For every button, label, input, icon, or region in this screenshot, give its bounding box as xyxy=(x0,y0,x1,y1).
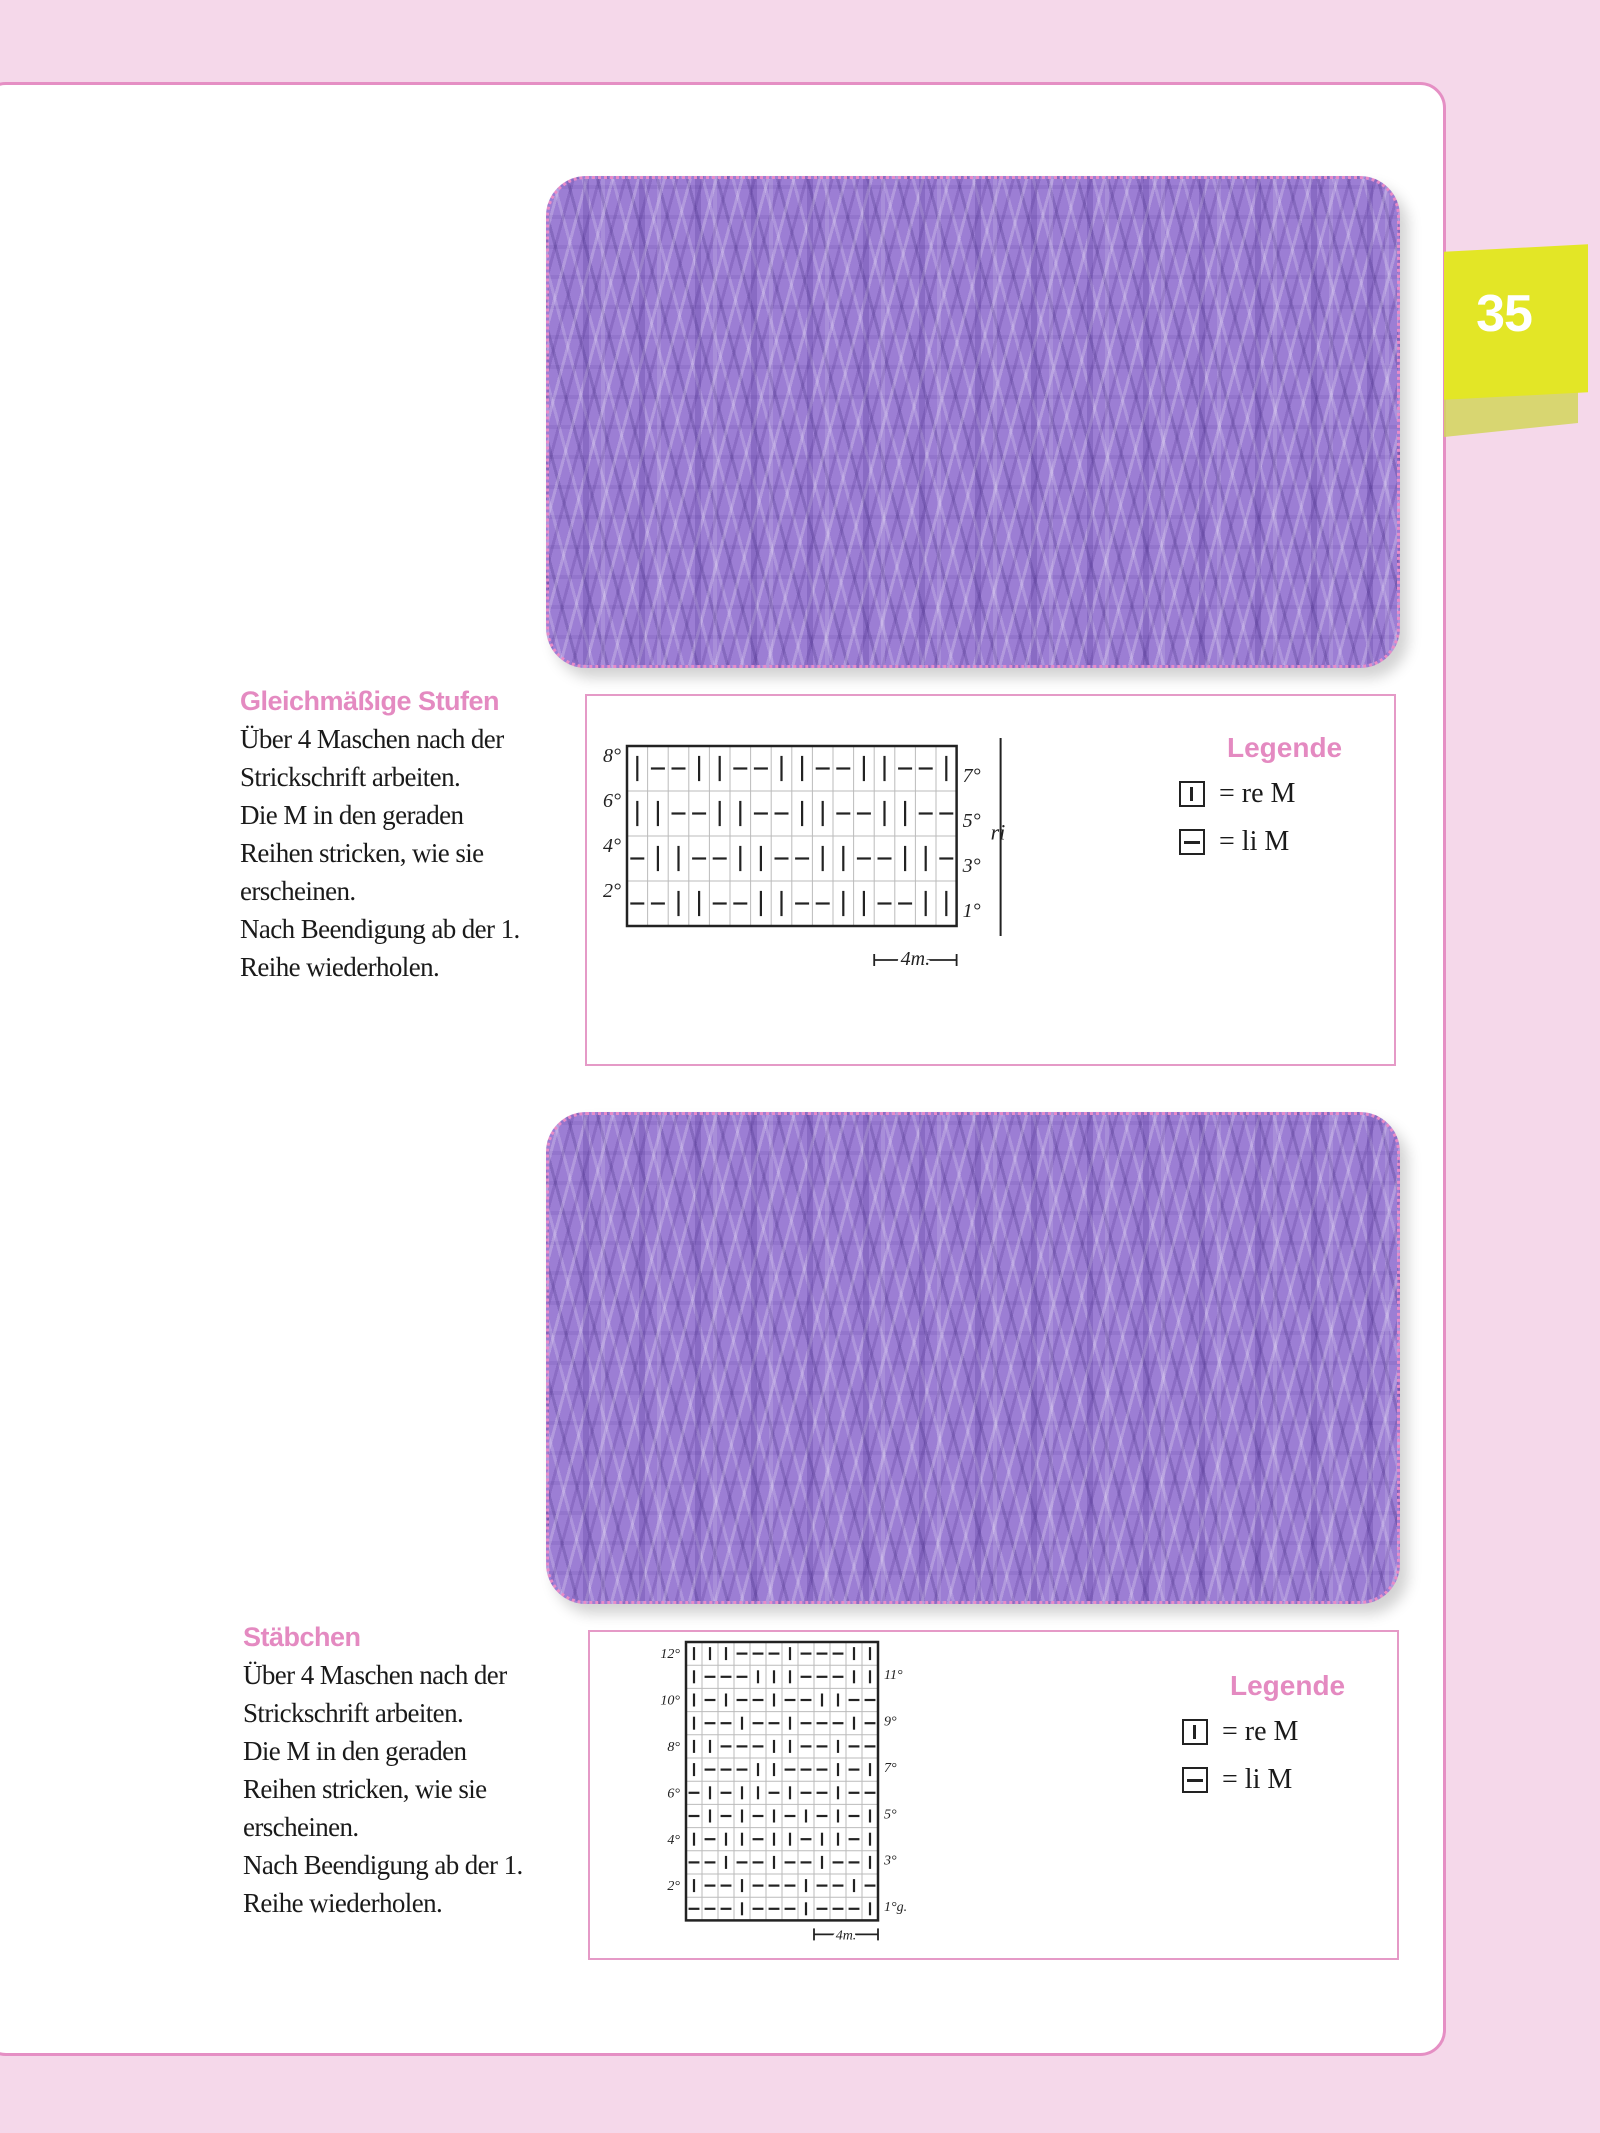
knit-stitch-icon xyxy=(1182,1719,1208,1745)
legend-item-purl xyxy=(1179,826,1289,858)
row-label-odd: 7° xyxy=(884,1760,897,1776)
knit-stitch-icon xyxy=(1179,781,1205,807)
row-label-even: 6° xyxy=(603,789,621,812)
instructions-stufen: Über 4 Maschen nach der Strickschrift arbeiten. Die M in den geraden Reihen stricken, wie sie erscheinen. Nach Beendigung ab der 1. Reihe wiederholen. xyxy=(240,724,520,982)
purl-stitch-icon xyxy=(1179,829,1205,855)
chart-box-staebchen xyxy=(588,1630,1399,1960)
knitting-chart-stufen xyxy=(605,724,1165,1044)
legend-title: Legende xyxy=(1230,1670,1346,1701)
knit-swatch-photo-stufen xyxy=(546,176,1400,668)
row-label-odd: 3° xyxy=(962,855,981,877)
knit-swatch-photo-staebchen xyxy=(546,1112,1400,1604)
row-label-odd: 5° xyxy=(962,810,981,832)
legend-label: = re M xyxy=(1219,778,1296,809)
row-label-even: 4° xyxy=(603,834,621,857)
repeat-label: 4m. xyxy=(900,948,931,970)
row-label-even: 10° xyxy=(660,1693,680,1709)
row-label-odd: 3° xyxy=(884,1853,897,1869)
page-number: 35 xyxy=(1476,285,1532,343)
section-title-stufen: Gleichmäßige Stufen xyxy=(240,686,500,716)
legend-item-knit xyxy=(1182,1716,1298,1748)
row-label-odd: 7° xyxy=(962,765,981,787)
row-label-odd: 1° xyxy=(962,900,981,922)
instructions-staebchen: Über 4 Maschen nach der Strickschrift arbeiten. Die M in den geraden Reihen stricken, wie sie erscheinen. Nach Beendigung ab der 1. Reihe wiederholen. xyxy=(243,1660,523,1918)
legend-item-purl xyxy=(1182,1764,1292,1796)
knitting-chart-staebchen xyxy=(660,1640,1068,1952)
row-label-odd: 5° xyxy=(884,1807,897,1823)
legend-label: = li M xyxy=(1219,826,1290,857)
row-label-even: 8° xyxy=(667,1740,680,1756)
repeat-label: 4m. xyxy=(835,1928,857,1944)
row-label-even: 2° xyxy=(667,1879,680,1895)
legend-label: = re M xyxy=(1222,1716,1299,1747)
row-label-even: 4° xyxy=(667,1832,680,1848)
row-label-odd: 11° xyxy=(884,1668,903,1684)
row-label-odd: 9° xyxy=(884,1714,897,1730)
row-label-even: 2° xyxy=(603,879,621,902)
legend-item-knit xyxy=(1179,778,1295,810)
side-note-label: ri xyxy=(990,819,1006,845)
section-title-staebchen: Stäbchen xyxy=(243,1622,361,1652)
purl-stitch-icon xyxy=(1182,1767,1208,1793)
legend-label: = li M xyxy=(1222,1764,1293,1795)
legend-title: Legende xyxy=(1227,732,1343,763)
row-label-even: 6° xyxy=(667,1786,680,1802)
row-label-even: 12° xyxy=(660,1647,680,1663)
row-label-odd: 1°g. xyxy=(884,1900,908,1916)
row-label-even: 8° xyxy=(603,744,621,767)
chart-box-stufen xyxy=(585,694,1396,1066)
